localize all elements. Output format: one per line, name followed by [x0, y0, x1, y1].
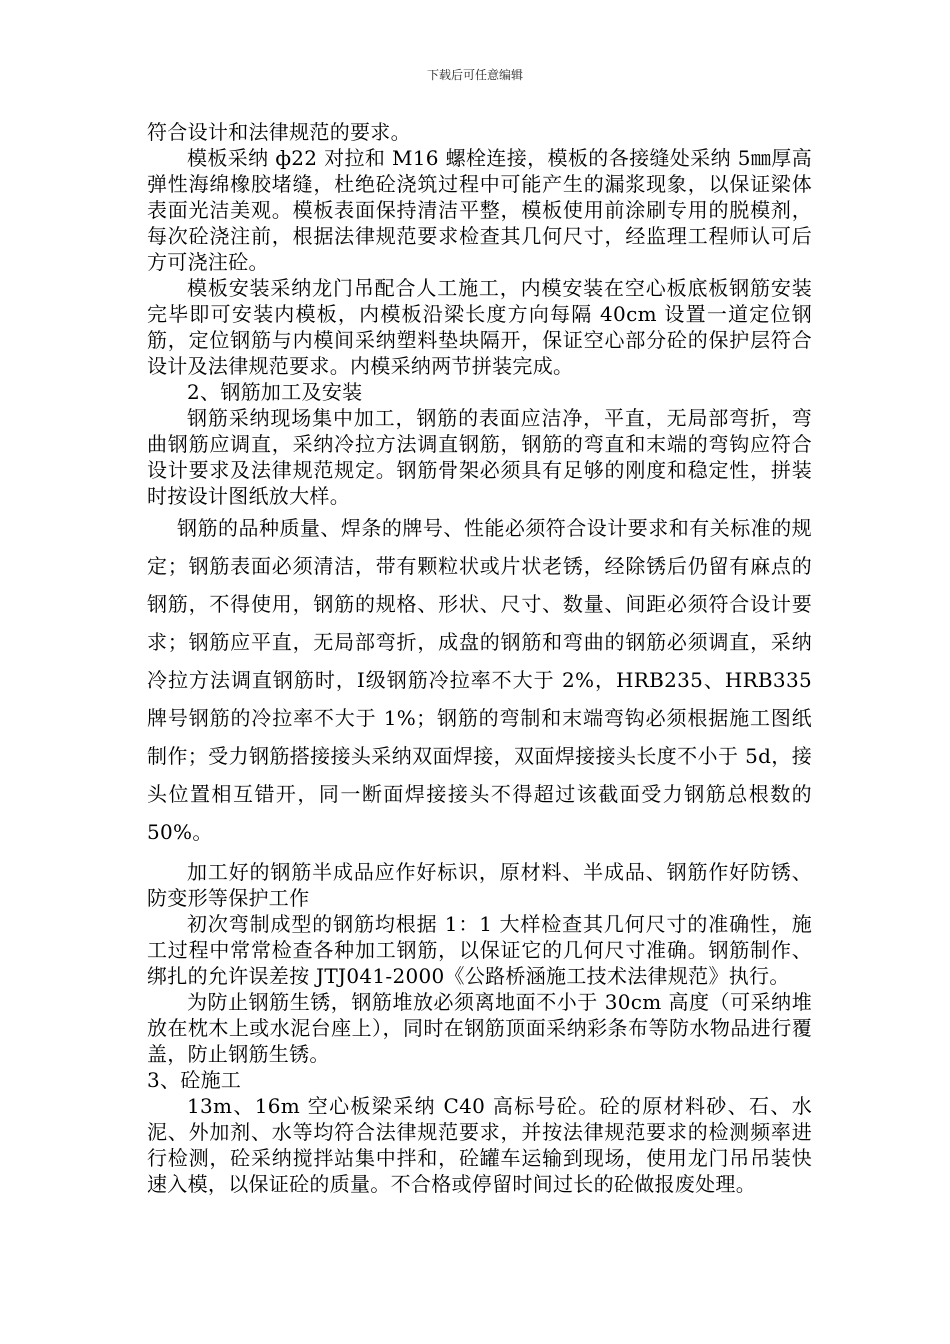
paragraph: 模板采纳 ф22 对拉和 M16 螺栓连接，模板的各接缝处采纳 5㎜厚高弹性海绵橡胶堵缝，杜绝砼浇筑过程中可能产生的漏浆现象，以保证梁体表面光洁美观。模板表面保持清洁平整，模板使用前涂刷专用的脱模剂，每次砼浇注前，根据法律规范要求检查其几何尺寸，经监理工程师认可后方可浇注砼。: [147, 146, 812, 274]
paragraph: 初次弯制成型的钢筋均根据 1：1 大样检查其几何尺寸的准确性，施工过程中常常检查各种加工钢筋，以保证它的几何尺寸准确。钢筋制作、绑扎的允许误差按 JTJ041-2000《公路桥涵施工技术法律规范》执行。: [147, 912, 812, 988]
section-heading: 2、钢筋加工及安装: [187, 380, 363, 404]
paragraph: 13m、16m 空心板梁采纳 C40 高标号砼。砼的原材料砂、石、水泥、外加剂、水等均符合法律规范要求，并按法律规范要求的检测频率进行检测，砼采纳搅拌站集中拌和，砼罐车运输到现场，使用龙门吊吊装快速入模，以保证砼的质量。不合格或停留时间过长的砼做报废处理。: [147, 1094, 812, 1196]
paragraph: 钢筋采纳现场集中加工，钢筋的表面应洁净，平直，无局部弯折，弯曲钢筋应调直，采纳冷拉方法调直钢筋，钢筋的弯直和末端的弯钩应符合设计要求及法律规范规定。钢筋骨架必须具有足够的刚度和稳定性，拼装时按设计图纸放大样。: [147, 406, 812, 508]
paragraph: 钢筋的品种质量、焊条的牌号、性能必须符合设计要求和有关标准的规定；钢筋表面必须清洁，带有颗粒状或片状老锈，经除锈后仍留有麻点的钢筋，不得使用，钢筋的规格、形状、尺寸、数量、间距必须符合设计要求；钢筋应平直，无局部弯折，成盘的钢筋和弯曲的钢筋必须调直，采纳冷拉方法调直钢筋时，Ⅰ级钢筋冷拉率不大于 2%，HRB235、HRB335 牌号钢筋的冷拉率不大于 1%；钢筋的弯制和末端弯钩必须根据施工图纸制作；受力钢筋搭接接头采纳双面焊接，双面焊接接头长度不小于 5d，接头位置相互错开，同一断面焊接接头不得超过该截面受力钢筋总根数的 50%。: [147, 516, 839, 844]
document-body: [147, 119, 839, 1197]
paragraph: 加工好的钢筋半成品应作好标识，原材料、半成品、钢筋作好防锈、防变形等保护工作: [147, 860, 812, 910]
page-header: 下载后可任意编辑: [426, 68, 523, 82]
paragraph: 模板安装采纳龙门吊配合人工施工，内模安装在空心板底板钢筋安装完毕即可安装内模板，内模板沿梁长度方向每隔 40cm 设置一道定位钢筋，定位钢筋与内模间采纳塑料垫块隔开，保证空心部分砼的保护层符合设计及法律规范要求。内模采纳两节拼装完成。: [147, 276, 812, 378]
paragraph: 符合设计和法律规范的要求。: [147, 120, 411, 144]
section-heading: 3、砼施工: [147, 1068, 242, 1092]
paragraph: 为防止钢筋生锈，钢筋堆放必须离地面不小于 30cm 高度（可采纳堆放在枕木上或水泥台座上），同时在钢筋顶面采纳彩条布等防水物品进行覆盖，防止钢筋生锈。: [147, 990, 812, 1066]
